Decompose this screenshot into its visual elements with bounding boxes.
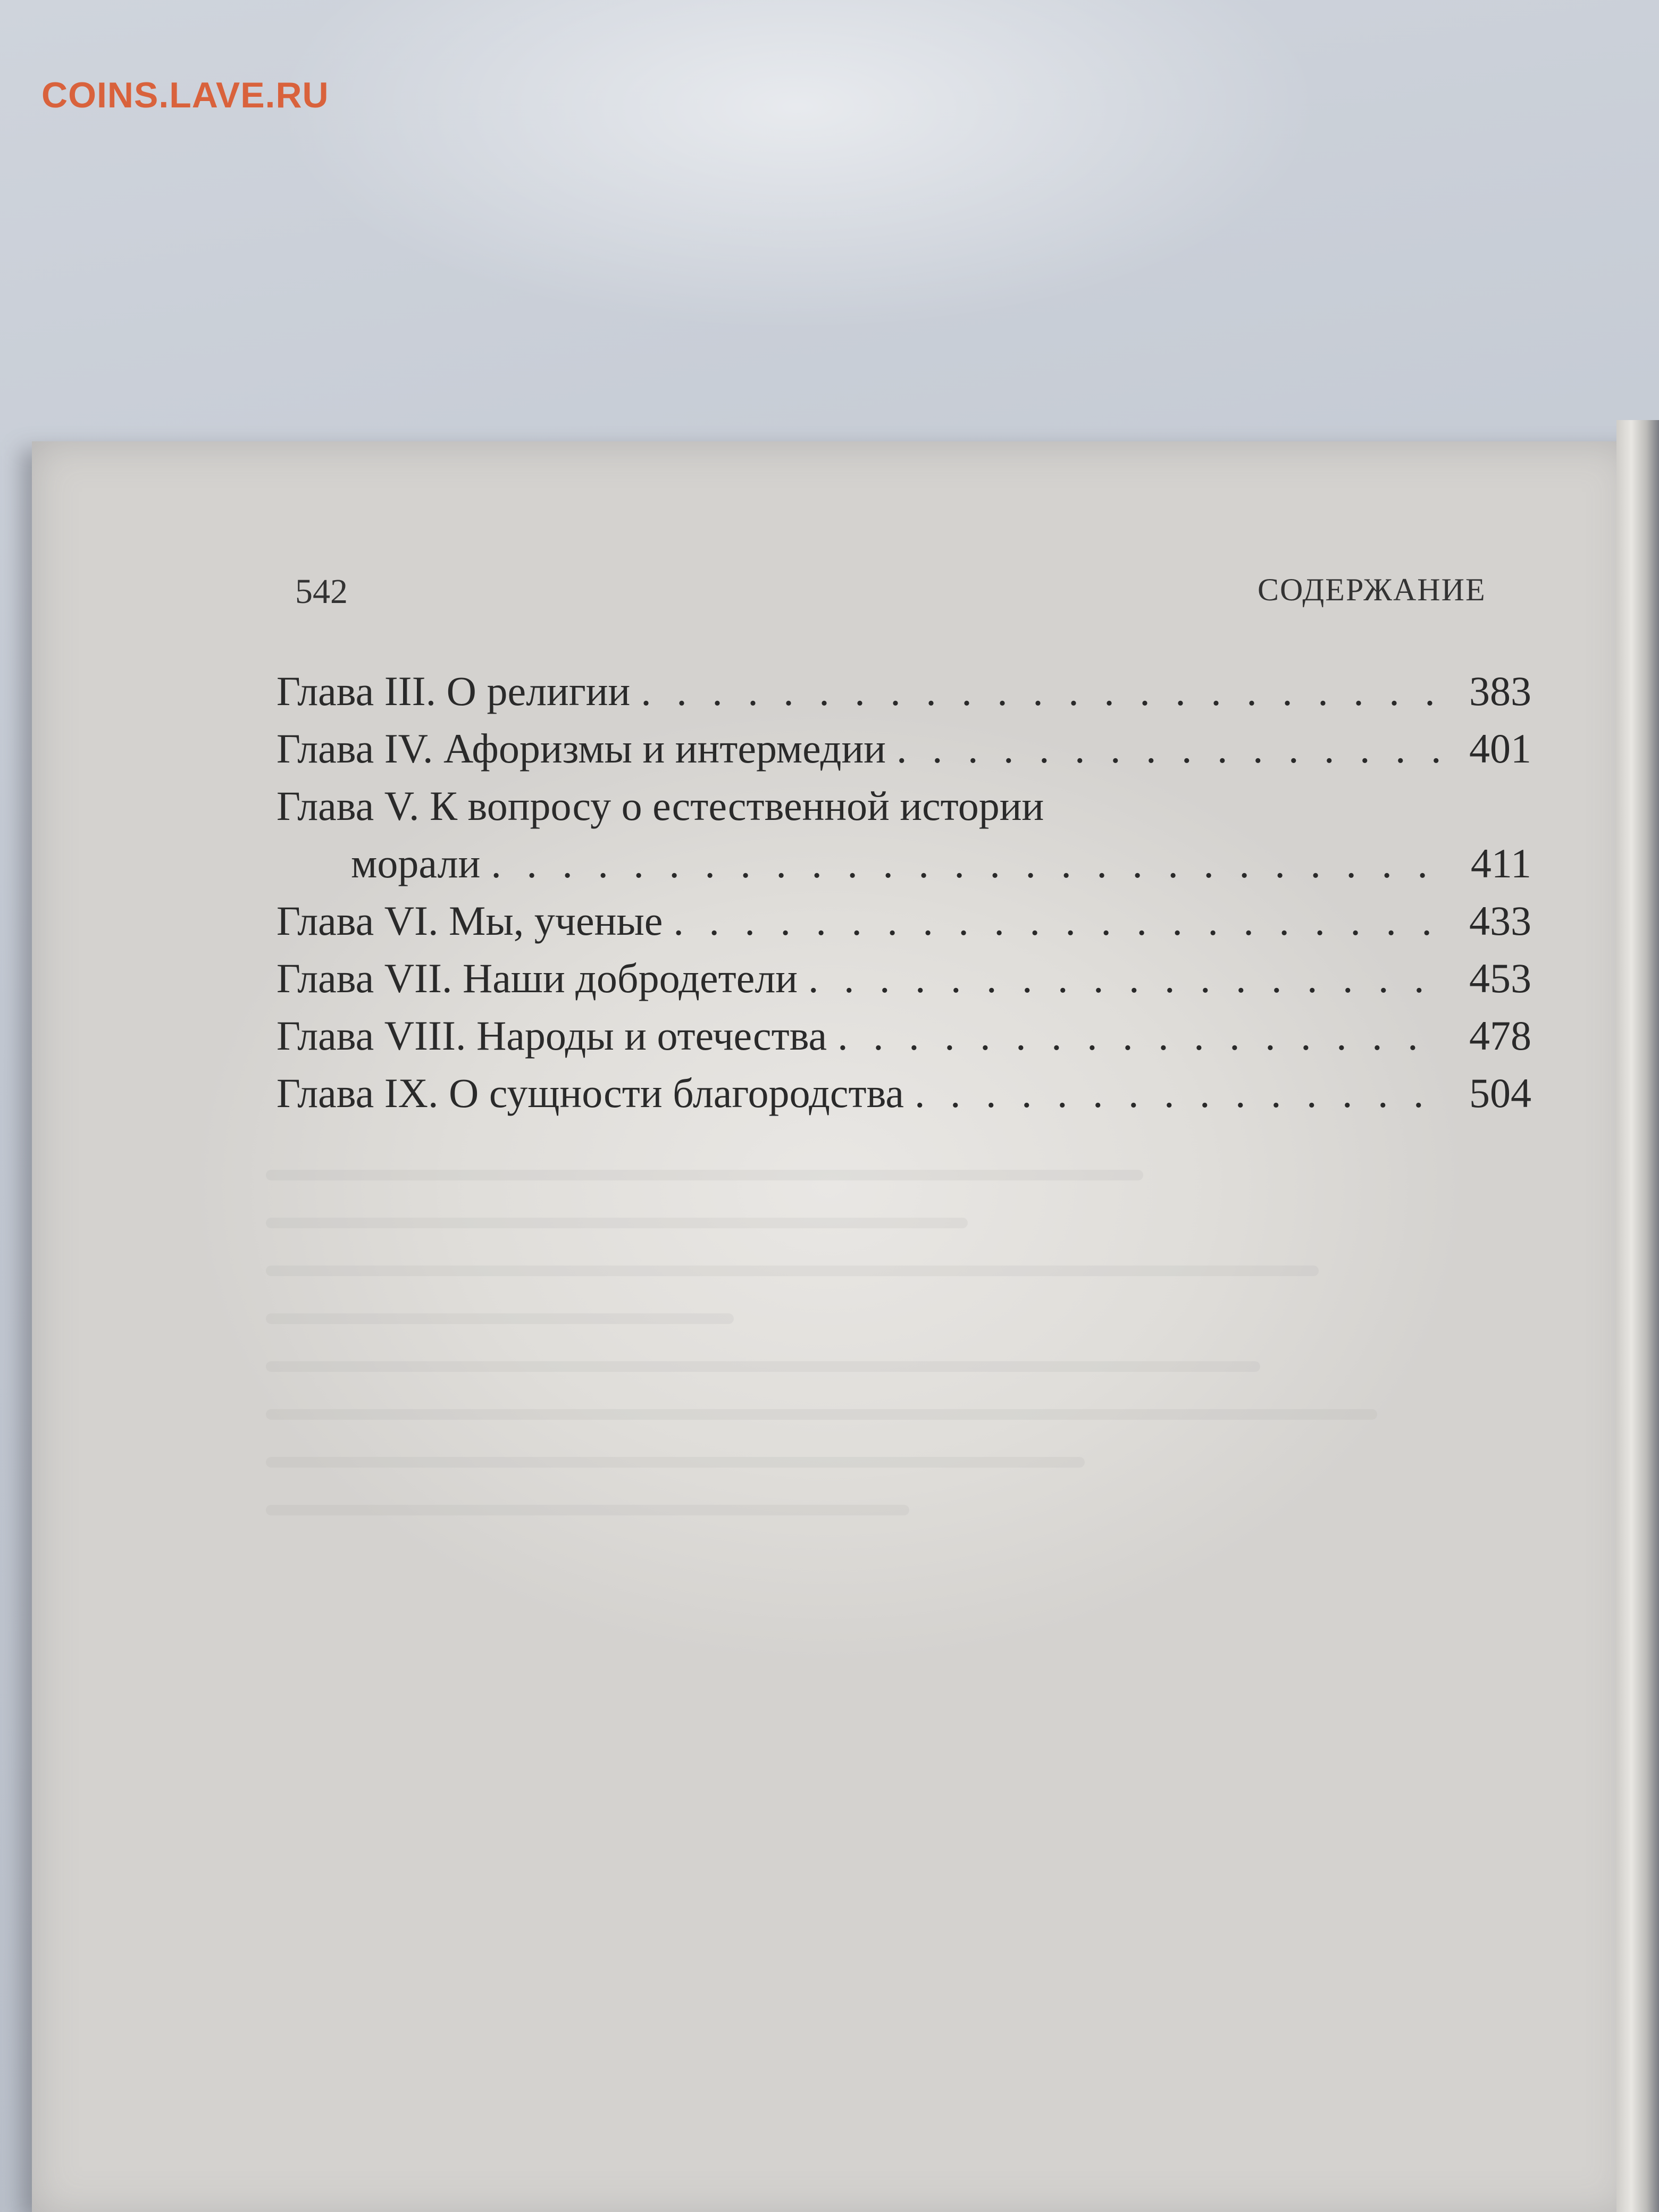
- toc-entry: [276, 897, 1531, 954]
- leader-dots: [837, 1012, 1441, 1060]
- toc-entry-label: Глава VIII. Народы и отечества: [276, 1012, 827, 1059]
- toc-entry-page: 411: [1470, 840, 1531, 886]
- watermark: COINS.LAVE.RU: [41, 75, 329, 115]
- table-of-contents: [276, 667, 1531, 1127]
- toc-entry-label: Глава V. К вопросу о естественной истории: [276, 783, 1044, 829]
- leader-dots: [673, 897, 1441, 945]
- toc-entry-label: Глава IX. О сущности благородства: [276, 1070, 904, 1116]
- running-header: СОДЕРЖАНИЕ: [1258, 572, 1486, 607]
- toc-entry: [276, 954, 1531, 1012]
- leader-dots: [491, 840, 1441, 887]
- toc-entry-page: 433: [1469, 898, 1531, 944]
- leader-dots: [641, 667, 1441, 715]
- toc-entry-page: 478: [1469, 1012, 1531, 1059]
- toc-entry: [276, 1012, 1531, 1069]
- page-number: 542: [295, 572, 348, 611]
- facing-page-edge: [1616, 420, 1659, 2212]
- toc-entry-page: 504: [1469, 1070, 1531, 1116]
- toc-entry-continuation: [276, 840, 1531, 897]
- show-through-text: [266, 1170, 1436, 2021]
- toc-entry-label: Глава IV. Афоризмы и интермедии: [276, 725, 886, 772]
- leader-dots: [915, 1069, 1441, 1117]
- toc-entry-page: 383: [1469, 668, 1531, 714]
- toc-entry-label: Глава III. О религии: [276, 668, 631, 714]
- toc-entry: [276, 725, 1531, 782]
- toc-entry-page: 453: [1469, 955, 1531, 1001]
- toc-entry-label: Глава VII. Наши добродетели: [276, 955, 798, 1001]
- toc-entry-label: Глава VI. Мы, ученые: [276, 898, 663, 944]
- toc-entry: [276, 1069, 1531, 1127]
- leader-dots: [896, 725, 1441, 773]
- toc-entry-label-continuation: морали: [351, 840, 481, 886]
- toc-entry-page: 401: [1469, 725, 1531, 772]
- toc-entry: [276, 782, 1531, 840]
- toc-entry: [276, 667, 1531, 725]
- leader-dots: [808, 954, 1441, 1002]
